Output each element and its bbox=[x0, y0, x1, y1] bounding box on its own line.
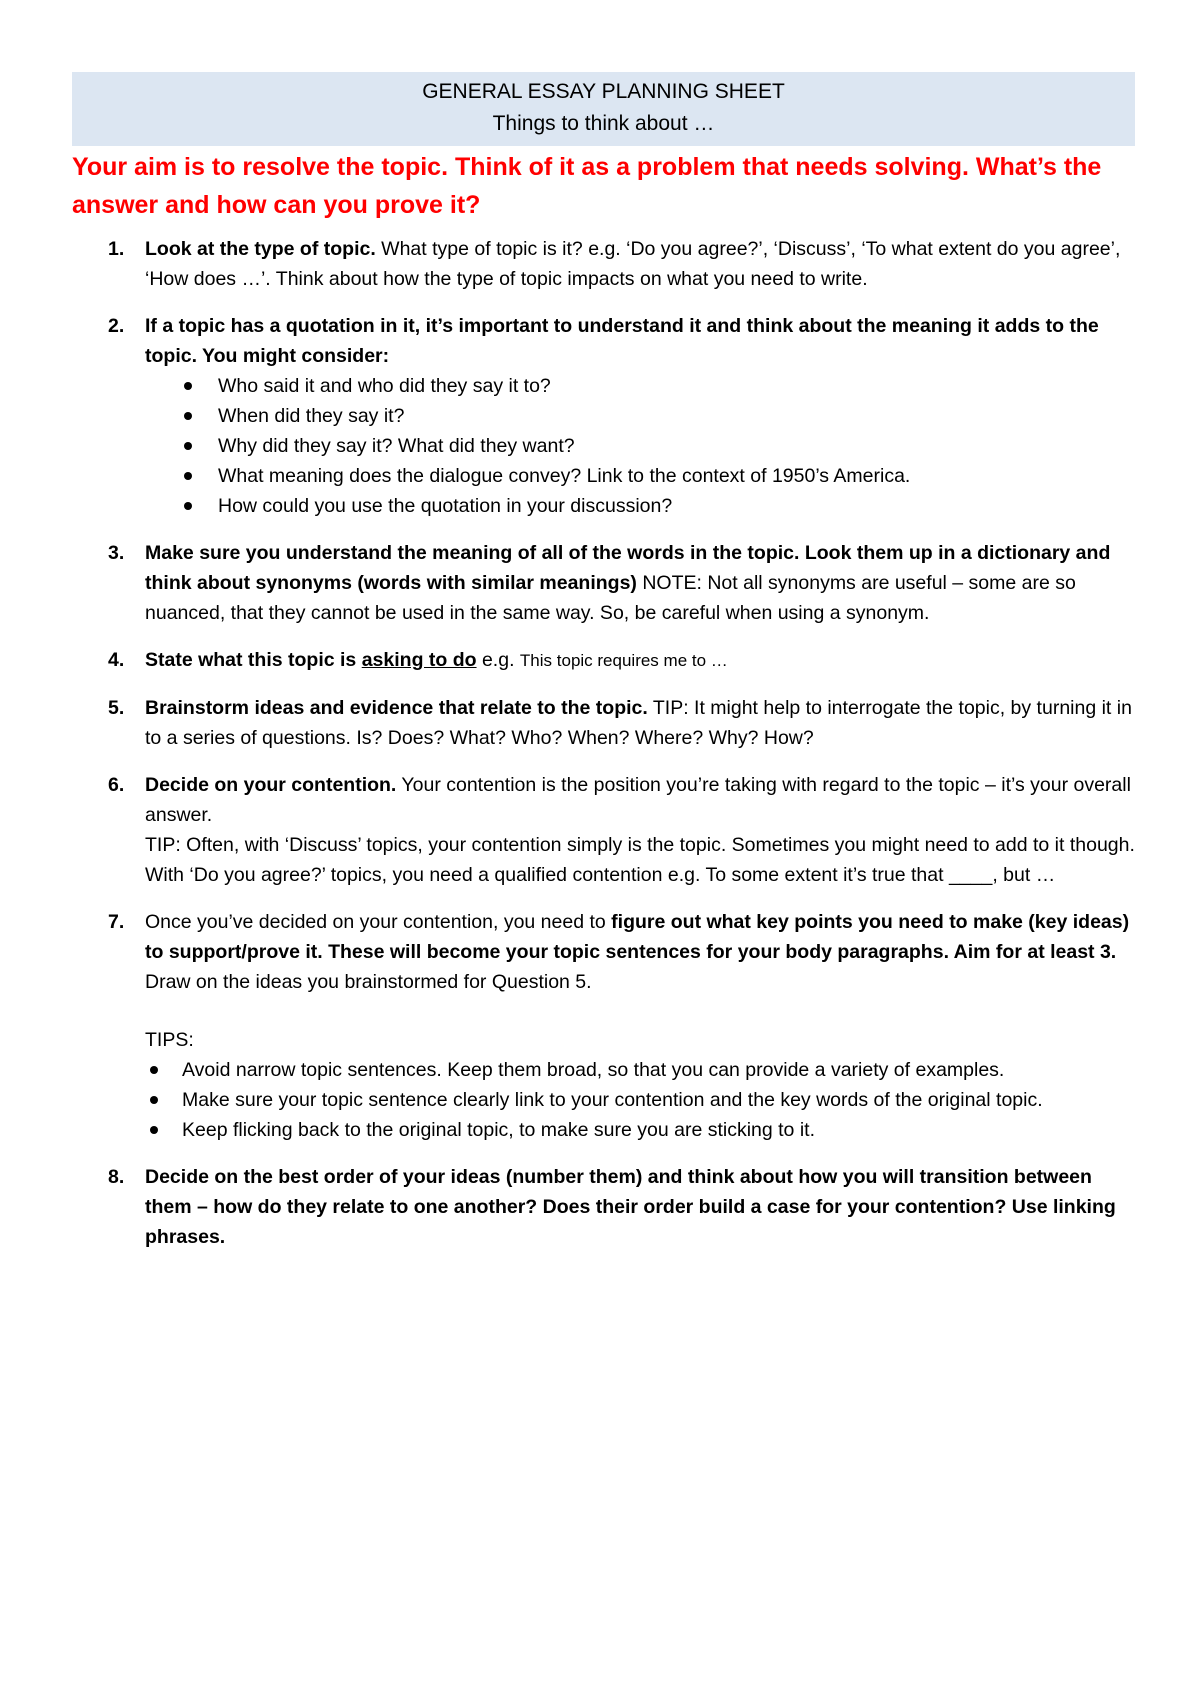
step-heading: If a topic has a quotation in it, it’s important to understand it and think about the meaning it adds to the topic. You might consider: bbox=[145, 315, 1099, 367]
list-item: Who said it and who did they say it to? bbox=[145, 371, 1135, 401]
step-2 bbox=[72, 311, 1135, 521]
step-text: Your contention is the position you’re taking with regard to the topic – it’s your overall answer. bbox=[145, 774, 1131, 826]
step-number: 2. bbox=[108, 315, 125, 337]
step-number: 6. bbox=[108, 774, 125, 796]
step-number: 8. bbox=[108, 1166, 125, 1188]
step-number: 5. bbox=[108, 697, 125, 719]
document-page bbox=[72, 72, 1135, 1252]
list-item: How could you use the quotation in your discussion? bbox=[145, 491, 1135, 521]
step-number: 3. bbox=[108, 542, 125, 564]
step-7 bbox=[72, 907, 1135, 1145]
tips-list bbox=[145, 1055, 1135, 1145]
step-number: 4. bbox=[108, 649, 125, 671]
step-heading: Decide on the best order of your ideas (number them) and think about how you will transition between them – how do they relate to one another? Does their order build a case for your contention? Use linking phrases. bbox=[145, 1166, 1116, 1248]
step-number: 1. bbox=[108, 238, 125, 260]
step-6 bbox=[72, 770, 1135, 890]
step-heading: figure out what key points you need to make (key ideas) to support/prove it. These will become your topic sentences for your body paragraphs. Aim for at least 3. bbox=[145, 911, 1130, 963]
step-text: NOTE: Not all synonyms are useful – some are so nuanced, that they cannot be used in the same way. So, be careful when using a synonym. bbox=[145, 572, 1076, 624]
step-underlined-phrase: asking to do bbox=[361, 649, 477, 671]
list-item: Make sure your topic sentence clearly link to your contention and the key words of the original topic. bbox=[145, 1085, 1135, 1115]
step-tip: TIP: Often, with ‘Discuss’ topics, your contention simply is the topic. Sometimes you might need to add to it though. With ‘Do you agree?’ topics, you need a qualified contention e.g. To some extent it’s true that ____, but … bbox=[145, 834, 1135, 886]
step-1 bbox=[72, 234, 1135, 294]
step-number: 7. bbox=[108, 911, 125, 933]
step-lead: Once you’ve decided on your contention, you need to bbox=[145, 911, 612, 933]
header-banner bbox=[72, 72, 1135, 146]
step-heading: Decide on your contention. bbox=[145, 774, 397, 796]
steps-list bbox=[72, 234, 1135, 1252]
page-subtitle: Things to think about … bbox=[492, 112, 715, 135]
list-item: Keep flicking back to the original topic, to make sure you are sticking to it. bbox=[145, 1115, 1135, 1145]
step-heading: Make sure you understand the meaning of all of the words in the topic. Look them up in a dictionary and think about synonyms (words with similar meanings) bbox=[145, 542, 1111, 594]
step-heading: Brainstorm ideas and evidence that relate to the topic. bbox=[145, 697, 648, 719]
step-4 bbox=[72, 645, 1135, 676]
tips-label: TIPS: bbox=[145, 1029, 194, 1051]
step-heading: Look at the type of topic. bbox=[145, 238, 376, 260]
aim-statement: Your aim is to resolve the topic. Think of it as a problem that needs solving. What’s the answer and how can you prove it? bbox=[72, 153, 1102, 219]
step-text: TIP: It might help to interrogate the topic, by turning it in to a series of questions. Is? Does? What? Who? When? Where? Why? How? bbox=[145, 697, 1132, 749]
list-item: What meaning does the dialogue convey? Link to the context of 1950’s America. bbox=[145, 461, 1135, 491]
step-8 bbox=[72, 1162, 1135, 1252]
step-text: Draw on the ideas you brainstormed for Question 5. bbox=[145, 971, 592, 993]
step-heading: State what this topic is bbox=[145, 649, 362, 671]
quotation-questions-list bbox=[145, 371, 1135, 521]
step-text: e.g. bbox=[476, 649, 520, 671]
page-title: GENERAL ESSAY PLANNING SHEET bbox=[422, 80, 785, 103]
step-text: What type of topic is it? e.g. ‘Do you agree?’, ‘Discuss’, ‘To what extent do you agree’, ‘How does …’. Think about how the type of topic impacts on what you need to write. bbox=[145, 238, 1121, 290]
step-5 bbox=[72, 693, 1135, 753]
step-example: This topic requires me to … bbox=[519, 651, 728, 670]
list-item: Avoid narrow topic sentences. Keep them broad, so that you can provide a variety of examples. bbox=[145, 1055, 1135, 1085]
list-item: Why did they say it? What did they want? bbox=[145, 431, 1135, 461]
list-item: When did they say it? bbox=[145, 401, 1135, 431]
step-3 bbox=[72, 538, 1135, 628]
